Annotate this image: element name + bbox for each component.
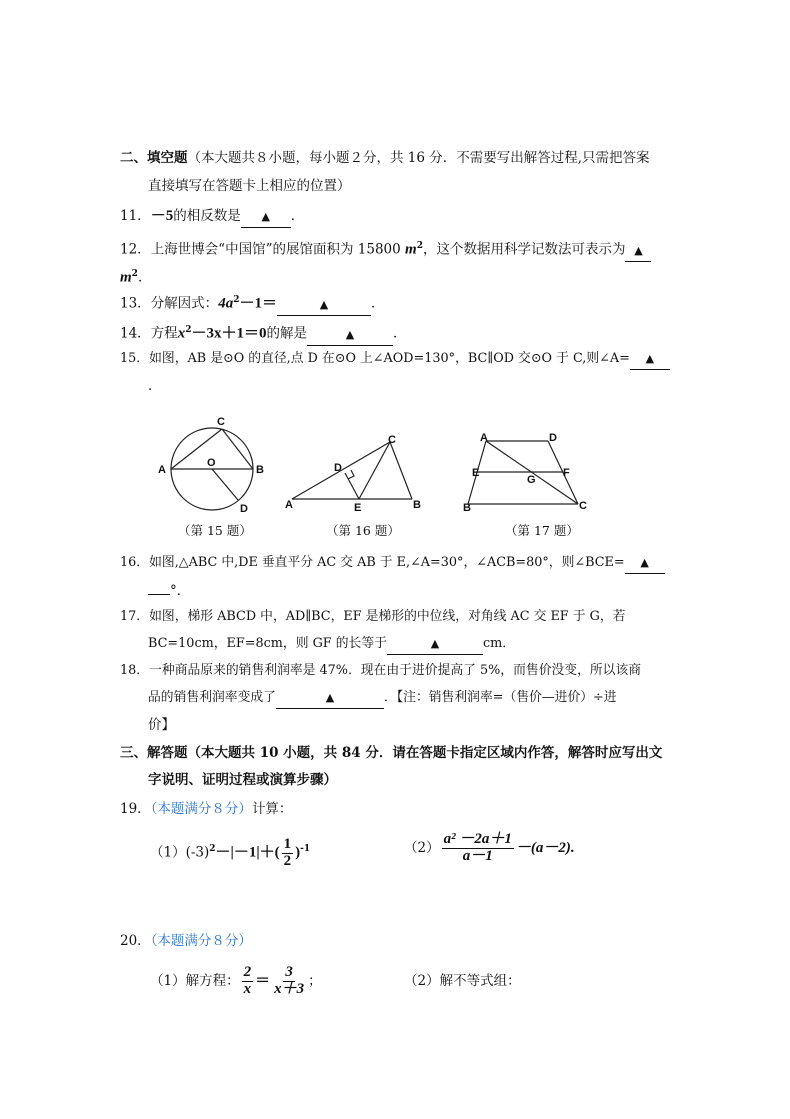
fig17-label-c: C bbox=[579, 500, 587, 512]
q19-text: 计算： bbox=[251, 801, 293, 817]
q14-expr-sup: 2 bbox=[185, 325, 192, 335]
q12-unit-sup: 2 bbox=[416, 241, 423, 251]
q20-p1-label: （1）解方程： bbox=[150, 973, 240, 989]
q19-p2-tail: －(a－2). bbox=[515, 840, 575, 856]
triangle-mark-icon: ▲ bbox=[640, 556, 649, 569]
fig16-label-d: D bbox=[334, 462, 342, 474]
question-18-cont bbox=[148, 688, 617, 709]
fraction-numerator: a² －2a＋1 bbox=[443, 831, 512, 848]
q14-expr-a: x bbox=[177, 325, 186, 342]
q20-p1-fraction-left bbox=[242, 965, 254, 998]
q19-score: （本题满分８分） bbox=[150, 801, 252, 817]
q20-number: 20． bbox=[120, 933, 151, 949]
q13-number: 13． bbox=[120, 295, 151, 312]
q11-text: 的相反数是 bbox=[173, 208, 241, 224]
q19-p1-expr-a: (-3) bbox=[185, 844, 210, 861]
q17-line2: BC=10cm，EF=8cm，则 GF 的长等于 bbox=[148, 636, 387, 651]
fig16-label-e: E bbox=[354, 502, 362, 514]
q14-number: 14． bbox=[120, 325, 151, 342]
triangle-mark-icon: ▲ bbox=[325, 691, 335, 704]
fig16-side-cb bbox=[390, 442, 412, 499]
section3-desc: 字说明、证明过程或演算步骤） bbox=[148, 772, 337, 788]
q16-answer-blank[interactable] bbox=[625, 553, 665, 574]
question-17-cont bbox=[148, 634, 515, 655]
q15-text: 如图，AB 是⊙O 的直径,点 D 在⊙O 上∠AOD=130°，BC∥OD 交⊙O 于 C,则∠A= bbox=[149, 351, 630, 366]
fig15-label-d: D bbox=[240, 503, 248, 515]
q18-answer-blank[interactable] bbox=[276, 688, 384, 709]
q19-p1-expr-c: ) bbox=[295, 844, 301, 861]
q17-end: cm． bbox=[482, 636, 516, 651]
question-16-cont bbox=[148, 580, 190, 601]
fig16-label-b: B bbox=[413, 499, 421, 511]
q19-p1-sup2: -1 bbox=[300, 844, 311, 854]
triangle-mark-icon: ▲ bbox=[645, 352, 655, 365]
q14-expr-b: －3x＋1＝0 bbox=[191, 325, 267, 342]
fraction-denominator: 2 bbox=[283, 852, 292, 869]
q16-text: 如图,△ABC 中,DE 垂直平分 AC 交 AB 于 E,∠A=30°，∠ACB=80°，则∠BCE= bbox=[149, 555, 625, 570]
question-19 bbox=[120, 799, 292, 819]
q19-p1-fraction bbox=[282, 837, 294, 870]
q18-line2a: 品的销售利润率变成了 bbox=[148, 690, 276, 705]
q19-p2-label: （2） bbox=[404, 840, 440, 856]
q19-p1-label: （1） bbox=[150, 844, 186, 861]
section2-desc-2: 直接填写在答题卡上相应的位置） bbox=[148, 178, 351, 194]
q20-part2: （2）解不等式组： bbox=[404, 973, 521, 989]
fraction-numerator: 1 bbox=[283, 835, 292, 852]
q15-end: ． bbox=[148, 378, 162, 394]
fraction-numerator: 3 bbox=[285, 964, 293, 981]
fraction-denominator: x＋3 bbox=[274, 981, 305, 997]
q12-number: 12． bbox=[120, 241, 151, 258]
q16-end: °． bbox=[170, 583, 191, 599]
q20-p1-fraction-right bbox=[272, 965, 306, 998]
question-18 bbox=[120, 661, 641, 681]
q17-answer-blank[interactable] bbox=[387, 634, 483, 655]
fig16-label-a: A bbox=[285, 499, 293, 511]
fig15-label-a: A bbox=[158, 464, 166, 476]
q19-p2-fraction bbox=[442, 832, 514, 865]
q12-unit2-sup: 2 bbox=[131, 269, 138, 279]
fraction-denominator: a－1 bbox=[462, 848, 493, 864]
q19-number: 19． bbox=[120, 801, 151, 817]
fig16-caption: （第 16 题） bbox=[326, 523, 400, 538]
q19-p1-sup1: 2 bbox=[209, 844, 216, 854]
fig17-label-d: D bbox=[549, 432, 557, 444]
fig15-caption: （第 15 题） bbox=[178, 523, 252, 538]
q17-number: 17． bbox=[120, 609, 150, 624]
fig15-label-c: C bbox=[217, 416, 225, 428]
q11-expr: －5 bbox=[150, 208, 174, 224]
q18-number: 18． bbox=[120, 663, 150, 678]
fig17-label-a: A bbox=[480, 432, 488, 444]
q16-answer-blank-cont[interactable] bbox=[148, 580, 170, 595]
question-16 bbox=[120, 553, 665, 574]
q14-end: ． bbox=[392, 325, 407, 342]
q19-part2 bbox=[404, 830, 575, 866]
fig15-radius-od bbox=[212, 469, 238, 500]
section3-header: 三、解答题（本大题共 10 小题，共 84 分．请在答题卡指定区域内作答，解答时应写出文 bbox=[120, 745, 663, 761]
q19-part1 bbox=[150, 832, 310, 870]
q18-line3: 价】 bbox=[148, 717, 175, 733]
q11-end: ． bbox=[290, 208, 305, 224]
section2-desc-1: （本大题共８小题，每小题２分，共 16 分．不需要写出解答过程,只需把答案 bbox=[187, 150, 650, 166]
triangle-mark-icon: ▲ bbox=[261, 210, 270, 223]
q18-line1: 一种商品原来的销售利润率是 47%．现在由于进价提高了 5%，而售价没变，所以该商 bbox=[149, 663, 642, 678]
triangle-mark-icon: ▲ bbox=[430, 637, 440, 650]
triangle-mark-icon: ▲ bbox=[345, 327, 355, 341]
q13-text: 分解因式： bbox=[150, 295, 219, 312]
q13-expr-a: 4a bbox=[218, 295, 234, 312]
q12-unit: m bbox=[405, 241, 417, 258]
fig17-label-e: E bbox=[472, 467, 480, 479]
question-20 bbox=[120, 931, 252, 951]
q18-line2b: ．【注：销售利润率=（售价—进价）÷进 bbox=[383, 690, 617, 705]
q13-end: ． bbox=[370, 295, 385, 312]
q13-expr-sup: 2 bbox=[233, 295, 240, 305]
q12-text: 上海世博会“中国馆”的展馆面积为 15800 bbox=[150, 241, 406, 258]
q19-p1-expr-b: －|－1|＋( bbox=[215, 844, 280, 861]
fraction-denominator: x bbox=[243, 981, 252, 997]
fig15-label-o: O bbox=[207, 457, 216, 469]
question-17 bbox=[120, 607, 625, 627]
fig17-label-g: G bbox=[527, 474, 536, 486]
q20-p1-end: ； bbox=[308, 973, 322, 989]
fig17-label-b: B bbox=[463, 502, 471, 514]
q12-end: ． bbox=[137, 269, 152, 286]
q12-unit2: m bbox=[120, 269, 132, 286]
q20-score: （本题满分８分） bbox=[150, 933, 252, 949]
section2-title: 二、填空题 bbox=[120, 150, 188, 166]
q20-p1-equals: ＝ bbox=[255, 973, 271, 989]
q12-text2: ，这个数据用科学记数法可表示为 bbox=[422, 241, 626, 258]
q16-number: 16． bbox=[120, 555, 150, 570]
fig16-right-angle bbox=[348, 470, 354, 479]
q14-text: 方程 bbox=[150, 325, 178, 342]
fig15-label-b: B bbox=[256, 464, 264, 476]
q20-part1 bbox=[150, 962, 322, 1000]
fraction-numerator: 2 bbox=[243, 964, 252, 981]
fig17-caption: （第 17 题） bbox=[505, 523, 579, 538]
q11-number: 11． bbox=[120, 208, 151, 224]
q14-text2: 的解是 bbox=[266, 325, 307, 342]
triangle-mark-icon: ▲ bbox=[634, 243, 643, 257]
fig17-label-f: F bbox=[563, 467, 570, 479]
q13-expr-b: －1＝ bbox=[239, 295, 277, 312]
triangle-mark-icon: ▲ bbox=[319, 297, 329, 311]
q17-line1: 如图，梯形 ABCD 中，AD∥BC，EF 是梯形的中位线，对角线 AC 交 EF 于 G，若 bbox=[149, 609, 626, 624]
fig16-label-c: C bbox=[388, 434, 396, 446]
q15-number: 15． bbox=[120, 351, 150, 366]
